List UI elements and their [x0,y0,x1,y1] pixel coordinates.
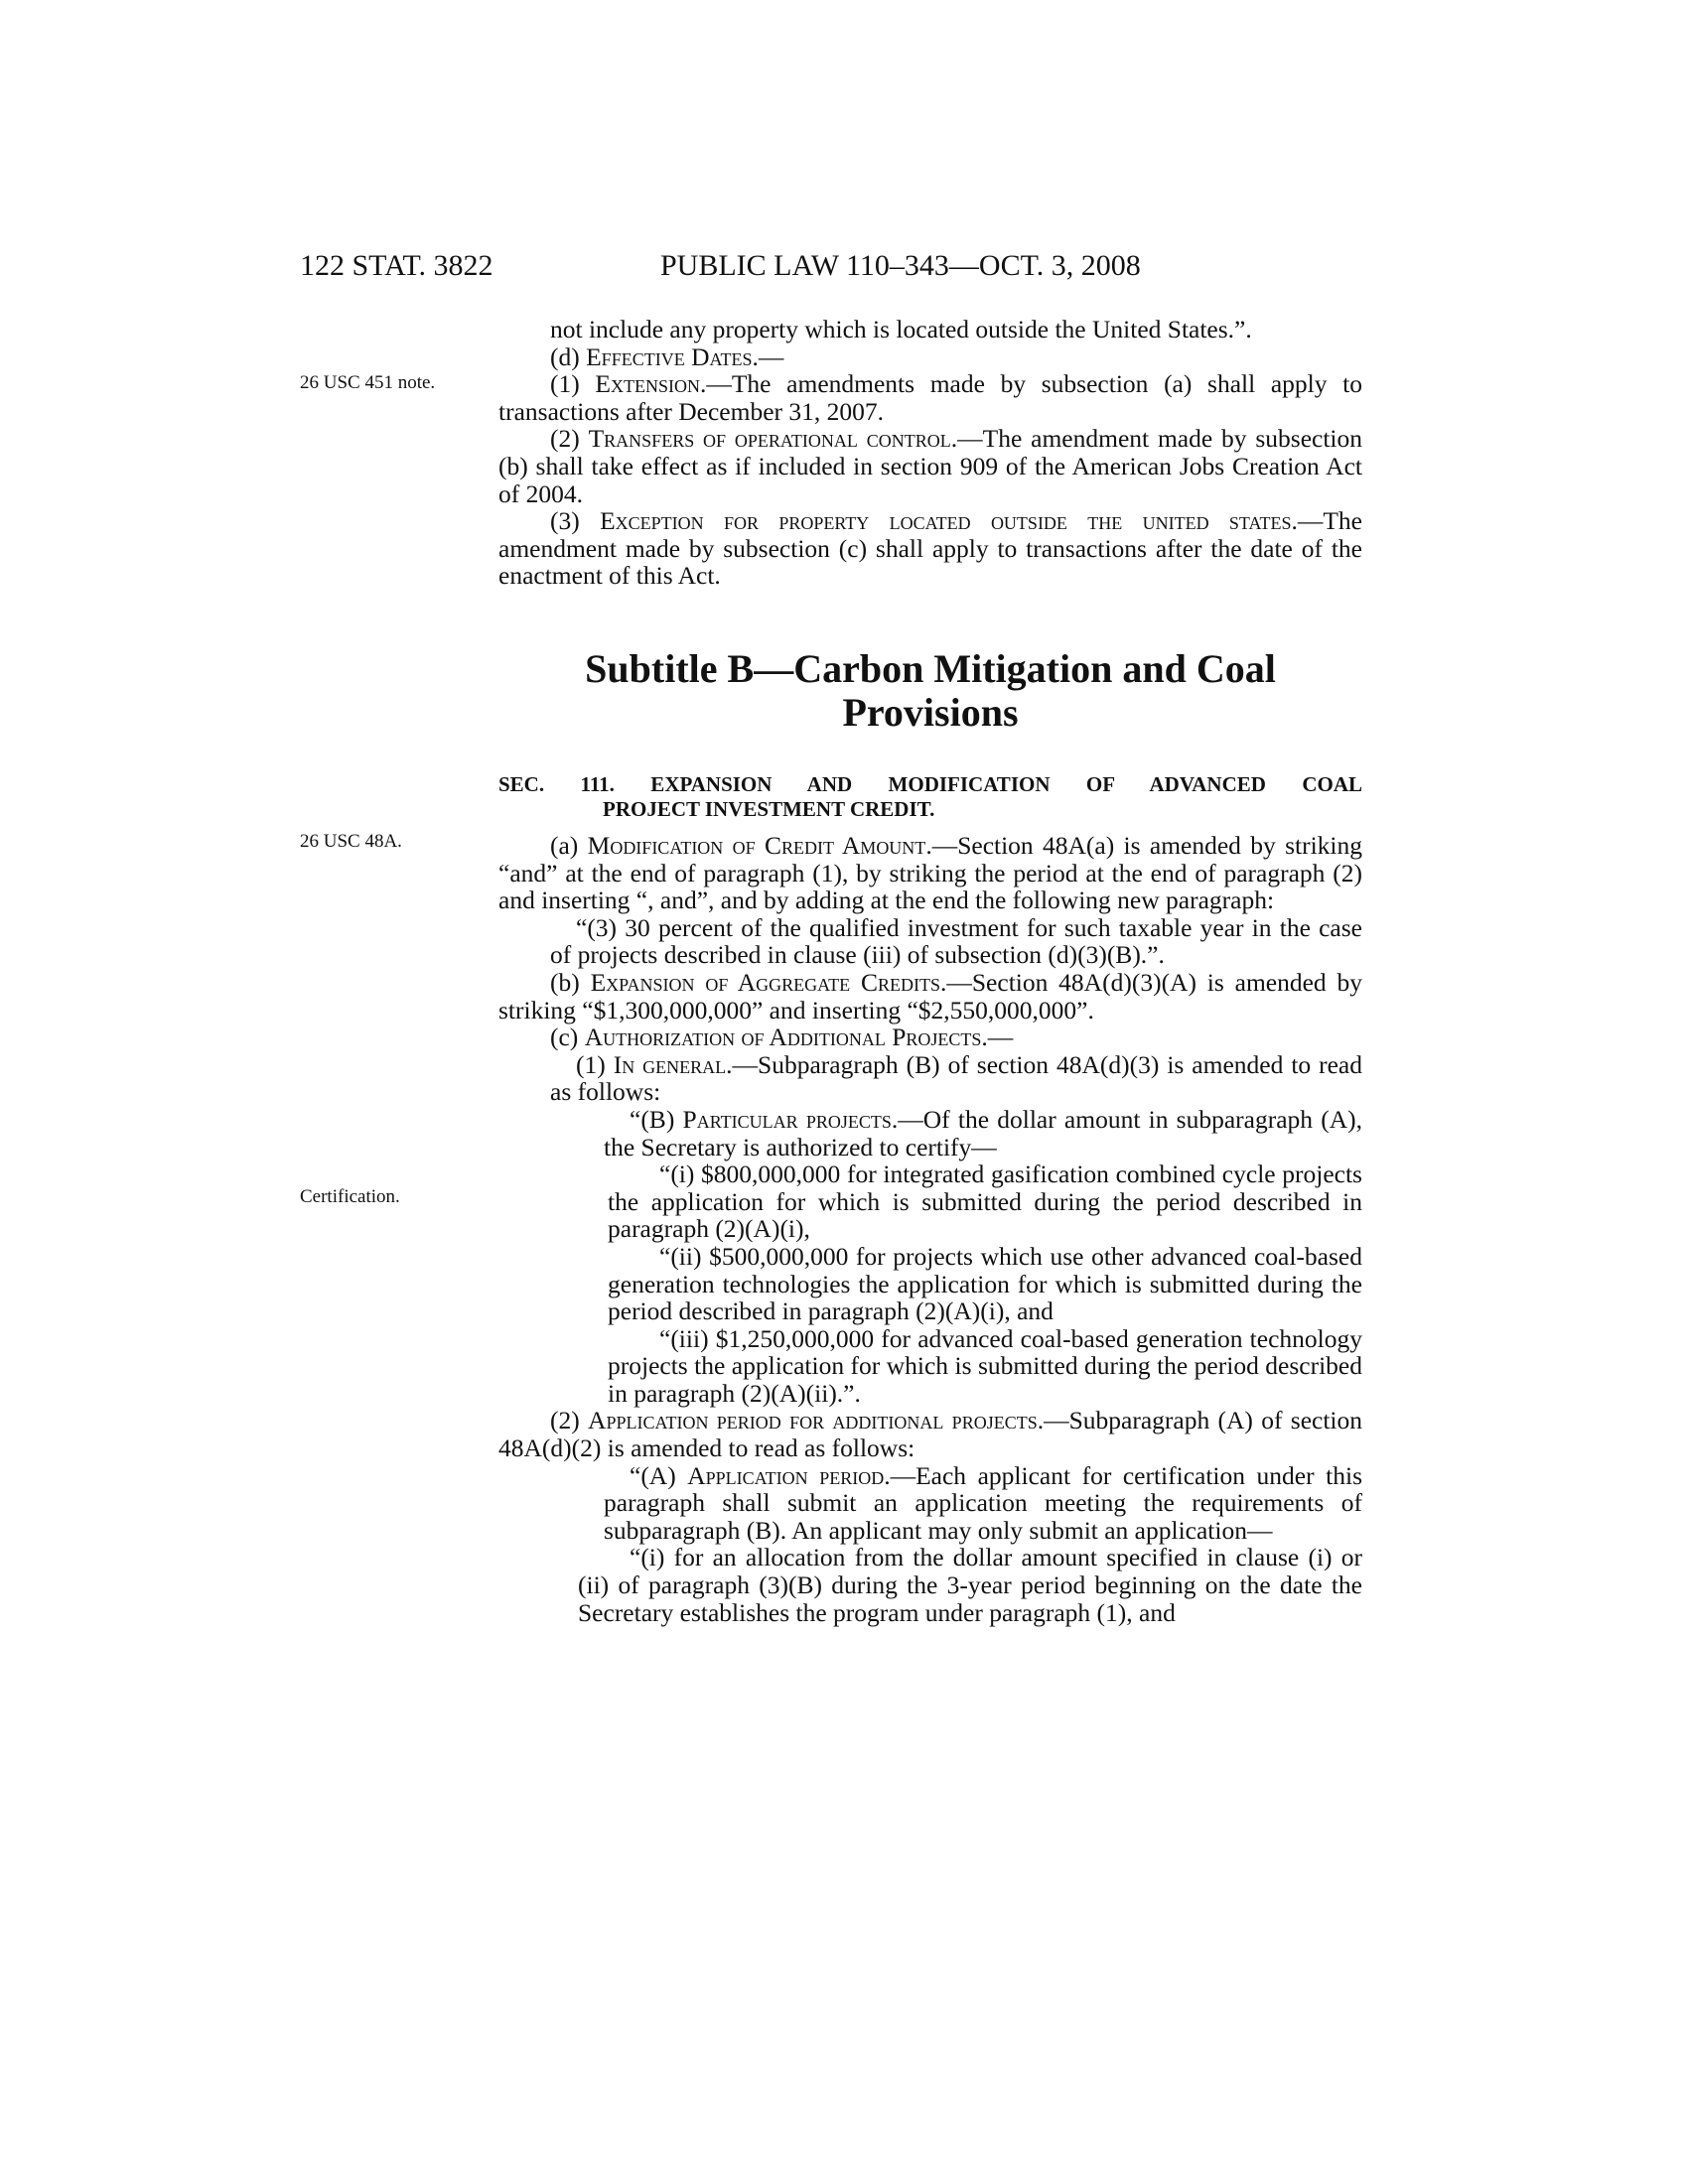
continuation-paragraph: not include any property which is located outside the United States.”. [550,315,1252,343]
paragraph-d2: (2) Transfers of operational control.—The amendment made by subsection (b) shall take effect as if included in section 909 of the American Jobs Creation Act of 2004. [498,424,1363,508]
paragraph-d1: (1) Extension.—The amendments made by subsection (a) shall apply to transactions after December 31, 2007. [498,369,1363,426]
margin-note-certification: Certification. [300,1186,400,1207]
clause-a-i: “(i) for an allocation from the dollar amount specified in clause (i) or (ii) of paragraph (3)(B) during the 3-year period beginning on the date the Secretary establishes the program under paragraph (1), and [578,1543,1362,1627]
section-111-heading: SEC. 111. EXPANSION AND MODIFICATION OF ADVANCED COAL PROJECT INVESTMENT CREDIT. [498,772,1362,821]
subtitle-heading: Subtitle B—Carbon Mitigation and Coal Provisions [585,646,1276,735]
section-111-text [498,832,1362,1626]
paragraph-a3: “(3) 30 percent of the qualified investment for such taxable year in the case of projects described in clause (iii) of subsection (d)(3)(B).”. [550,912,1362,970]
margin-note-usc-48a: 26 USC 48A. [300,831,402,852]
paragraph-d3: (3) Exception for property located outside the united states.—The amendment made by subsection (c) shall apply to transactions after the date of the enactment of this Act. [498,506,1363,591]
paragraph-c1: (1) In general.—Subparagraph (B) of section 48A(d)(3) is amended to read as follows: [550,1049,1362,1107]
subsection-b: (b) Expansion of Aggregate Credits.—Section 48A(d)(3)(A) is amended by striking “$1,300,000,000” and inserting “$2,550,000,000”. [498,967,1362,1024]
effective-dates-text [498,316,1362,590]
subparagraph-b: “(B) Particular projects.—Of the dollar amount in subparagraph (A), the Secretary is authorized to certify— [604,1104,1363,1161]
statute-page-reference: 122 STAT. 3822 [300,249,493,282]
margin-note-usc-451: 26 USC 451 note. [300,372,436,393]
subsection-c-heading: (c) Authorization of Additional Projects.— [550,1023,1014,1052]
subsection-d-heading: (d) Effective Dates.— [550,341,784,371]
public-law-header: PUBLIC LAW 110–343—OCT. 3, 2008 [660,249,1141,282]
subparagraph-a: “(A) Application period.—Each applicant for certification under this paragraph shall submit an application meeting the requirements of subparagraph (B). An applicant may only submit an application— [604,1460,1362,1545]
clause-iii: “(iii) $1,250,000,000 for advanced coal-based generation technology projects the application for which is submitted during the period described in paragraph (2)(A)(ii).”. [608,1323,1362,1408]
clause-i: “(i) $800,000,000 for integrated gasification combined cycle projects the application for which is submitted during the period described in paragraph (2)(A)(i), [608,1160,1362,1244]
paragraph-c2: (2) Application period for additional projects.—Subparagraph (A) of section 48A(d)(2) is amended to read as follows: [498,1406,1362,1463]
subsection-a: (a) Modification of Credit Amount.—Section 48A(a) is amended by striking “and” at the end of paragraph (1), by striking the period at the end of paragraph (2) and inserting “, and”, and by adding at the end the following new paragraph: [498,831,1362,915]
clause-ii: “(ii) $500,000,000 for projects which use other advanced coal-based generation technologies the application for which is submitted during the period described in paragraph (2)(A)(i), and [608,1241,1362,1326]
